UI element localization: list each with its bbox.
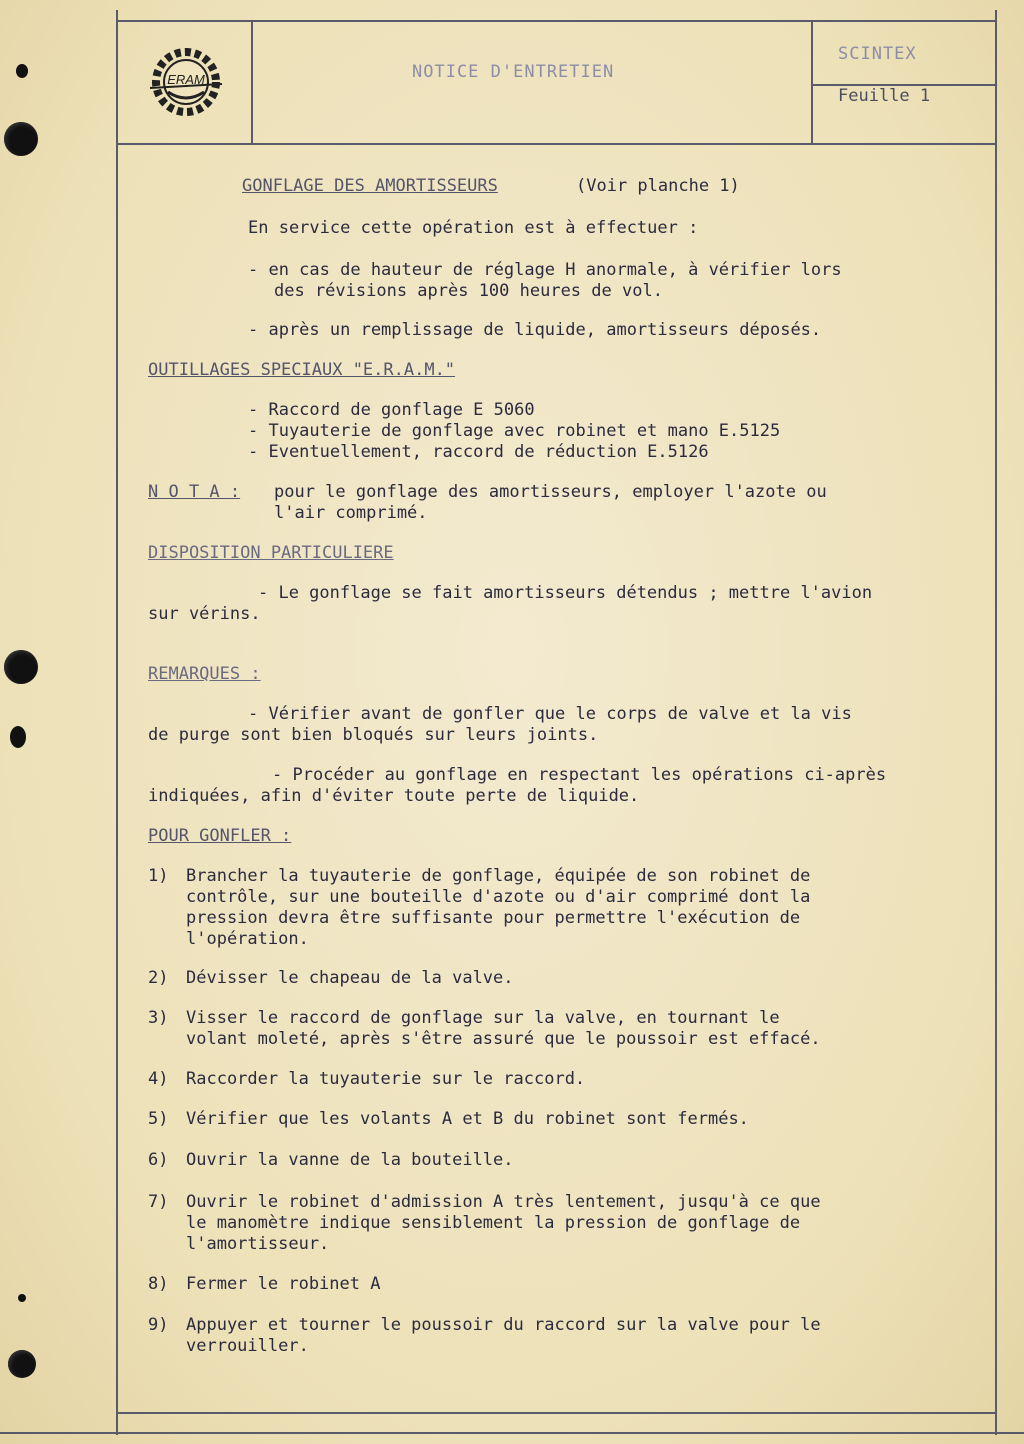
paper-speck	[18, 1294, 26, 1302]
step-number: 3)	[148, 1008, 169, 1028]
step-text: Ouvrir la vanne de la bouteille.	[186, 1150, 514, 1170]
step-number: 7)	[148, 1192, 169, 1212]
step-text: contrôle, sur une bouteille d'azote ou d'air comprimé dont la	[186, 887, 811, 907]
remark-1-line-1: - Vérifier avant de gonfler que le corps de valve et la vis	[248, 704, 852, 724]
procedure-heading: POUR GONFLER :	[148, 826, 292, 846]
step-text: Dévisser le chapeau de la valve.	[186, 968, 514, 988]
step-text: Ouvrir le robinet d'admission A très lentement, jusqu'à ce que	[186, 1192, 821, 1212]
step-number: 2)	[148, 968, 169, 988]
step-text: volant moleté, après s'être assuré que le poussoir est effacé.	[186, 1029, 821, 1049]
sheet-number: Feuille 1	[838, 86, 931, 106]
step-text: Visser le raccord de gonflage sur la valve, en tournant le	[186, 1008, 780, 1028]
footer-line-1	[117, 1412, 996, 1414]
disposition-heading: DISPOSITION PARTICULIERE	[148, 543, 394, 563]
header-divider-1	[251, 20, 253, 144]
remark-1-line-2: de purge sont bien bloqués sur leurs joints.	[148, 725, 599, 745]
nota-label: N O T A :	[148, 482, 241, 502]
document-title: NOTICE D'ENTRETIEN	[412, 62, 615, 82]
disposition-line-2: sur vérins.	[148, 604, 261, 624]
punch-hole-middle	[4, 650, 38, 684]
frame-left-line	[116, 10, 118, 1435]
step-text: Raccorder la tuyauterie sur le raccord.	[186, 1069, 586, 1089]
header-divider-2	[811, 20, 813, 144]
step-text: le manomètre indique sensiblement la pression de gonflage de	[186, 1213, 801, 1233]
remarks-heading: REMARQUES :	[148, 664, 261, 684]
step-number: 9)	[148, 1315, 169, 1335]
punch-hole-bottom	[8, 1350, 36, 1378]
step-number: 6)	[148, 1150, 169, 1170]
step-text: Brancher la tuyauterie de gonflage, équipée de son robinet de	[186, 866, 811, 886]
paper-speck	[16, 64, 28, 78]
section-heading: GONFLAGE DES AMORTISSEURS	[242, 176, 498, 196]
condition-1-line-1: - en cas de hauteur de réglage H anormale, à vérifier lors	[248, 260, 842, 280]
disposition-line-1: - Le gonflage se fait amortisseurs détendus ; mettre l'avion	[258, 583, 873, 603]
intro-text: En service cette opération est à effectuer :	[248, 218, 699, 238]
footer-line-2	[0, 1432, 1024, 1434]
frame-top-line	[117, 20, 996, 22]
eram-logo	[146, 44, 226, 120]
tools-heading: OUTILLAGES SPECIAUX "E.R.A.M."	[148, 360, 456, 380]
svg-text:ERAM: ERAM	[167, 72, 205, 87]
condition-2: - après un remplissage de liquide, amortisseurs déposés.	[248, 320, 822, 340]
step-text: Vérifier que les volants A et B du robinet sont fermés.	[186, 1109, 749, 1129]
step-text: Appuyer et tourner le poussoir du raccord sur la valve pour le	[186, 1315, 821, 1335]
tool-item-1: - Raccord de gonflage E 5060	[248, 400, 535, 420]
step-text: l'amortisseur.	[186, 1234, 330, 1254]
step-number: 8)	[148, 1274, 169, 1294]
step-text: l'opération.	[186, 929, 309, 949]
header-bottom-line	[117, 143, 996, 145]
remark-2-line-2: indiquées, afin d'éviter toute perte de liquide.	[148, 786, 640, 806]
section-heading-ref: (Voir planche 1)	[576, 176, 740, 196]
frame-right-line	[995, 10, 997, 1435]
remark-2-line-1: - Procéder au gonflage en respectant les opérations ci-après	[272, 765, 887, 785]
tool-item-2: - Tuyauterie de gonflage avec robinet et mano E.5125	[248, 421, 781, 441]
nota-line-1: pour le gonflage des amortisseurs, employer l'azote ou	[274, 482, 827, 502]
punch-hole-top	[4, 122, 38, 156]
step-number: 4)	[148, 1069, 169, 1089]
step-number: 5)	[148, 1109, 169, 1129]
step-text: verrouiller.	[186, 1336, 309, 1356]
nota-line-2: l'air comprimé.	[274, 503, 428, 523]
step-number: 1)	[148, 866, 169, 886]
aircraft-code: SCINTEX	[838, 44, 917, 64]
tool-item-3: - Eventuellement, raccord de réduction E.5126	[248, 442, 709, 462]
condition-1-line-2: des révisions après 100 heures de vol.	[274, 281, 663, 301]
step-text: Fermer le robinet A	[186, 1274, 381, 1294]
step-text: pression devra être suffisante pour permettre l'exécution de	[186, 908, 801, 928]
paper-speck	[10, 726, 26, 748]
